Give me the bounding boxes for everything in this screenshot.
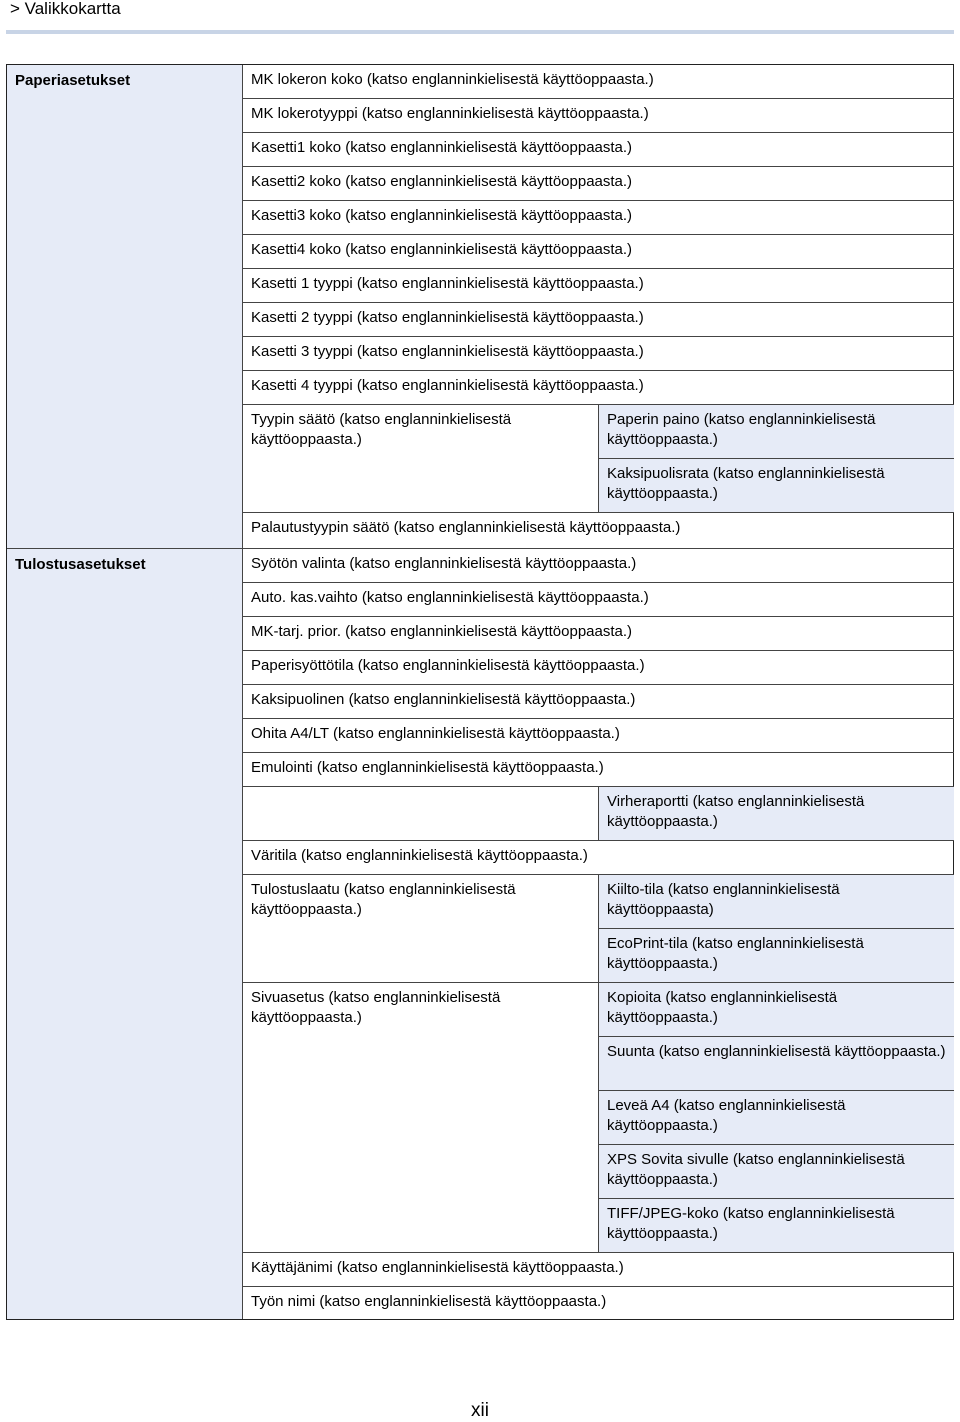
menu-map-table — [6, 64, 954, 1320]
menu-item-label: Tyypin säätö (katso englanninkielisestä käyttöoppaasta.) — [251, 411, 512, 448]
submenu-item: Kopioita (katso englanninkielisestä käyttöoppaasta.) — [598, 983, 954, 1037]
page-number: xii — [471, 1400, 489, 1421]
menu-item-type-adjust — [243, 405, 954, 513]
menu-item: Emulointi (katso englanninkielisestä käyttöoppaasta.) — [243, 753, 954, 787]
submenu-item: Leveä A4 (katso englanninkielisestä käyttöoppaasta.) — [598, 1091, 954, 1145]
submenu-item: TIFF/JPEG-koko (katso englanninkielisestä käyttöoppaasta.) — [598, 1199, 954, 1252]
menu-item: Paperisyöttötila (katso englanninkielisestä käyttöoppaasta.) — [243, 651, 954, 685]
menu-item: Kasetti 4 tyyppi (katso englanninkielisestä käyttöoppaasta.) — [243, 371, 954, 405]
menu-item-print-quality — [243, 875, 954, 983]
submenu-item: Kiilto-tila (katso englanninkielisestä käyttöoppaasta) — [598, 875, 954, 929]
menu-item-page-setup — [243, 983, 954, 1253]
menu-item: Kasetti2 koko (katso englanninkielisestä käyttöoppaasta.) — [243, 167, 954, 201]
submenu-item: Suunta (katso englanninkielisestä käyttöoppaasta.) — [598, 1037, 954, 1091]
menu-item: Kasetti 2 tyyppi (katso englanninkielisestä käyttöoppaasta.) — [243, 303, 954, 337]
menu-item: Auto. kas.vaihto (katso englanninkielisestä käyttöoppaasta.) — [243, 583, 954, 617]
menu-item: Kasetti 1 tyyppi (katso englanninkielisestä käyttöoppaasta.) — [243, 269, 954, 303]
menu-item: Kasetti4 koko (katso englanninkielisestä käyttöoppaasta.) — [243, 235, 954, 269]
menu-item: MK lokeron koko (katso englanninkielisestä käyttöoppaasta.) — [243, 65, 954, 99]
menu-item: MK-tarj. prior. (katso englanninkielisestä käyttöoppaasta.) — [243, 617, 954, 651]
menu-item: Työn nimi (katso englanninkielisestä käyttöoppaasta.) — [251, 1293, 607, 1310]
menu-item: Kasetti1 koko (katso englanninkielisestä käyttöoppaasta.) — [243, 133, 954, 167]
menu-item: Kaksipuolinen (katso englanninkielisestä käyttöoppaasta.) — [243, 685, 954, 719]
submenu-item: Paperin paino (katso englanninkielisestä käyttöoppaasta.) — [598, 405, 954, 459]
menu-item: Kasetti3 koko (katso englanninkielisestä käyttöoppaasta.) — [243, 201, 954, 235]
submenu-item: Kaksipuolisrata (katso englanninkielisestä käyttöoppaasta.) — [598, 459, 954, 512]
category-paper-settings: Paperiasetukset — [7, 65, 243, 549]
menu-item-label: Tulostuslaatu (katso englanninkielisestä käyttöoppaasta.) — [251, 881, 516, 918]
breadcrumb: > Valikkokartta — [10, 0, 121, 18]
submenu-item: XPS Sovita sivulle (katso englanninkielisestä käyttöoppaasta.) — [598, 1145, 954, 1199]
menu-item: Käyttäjänimi (katso englanninkielisestä käyttöoppaasta.) — [243, 1253, 954, 1287]
menu-item: MK lokerotyyppi (katso englanninkielisestä käyttöoppaasta.) — [243, 99, 954, 133]
menu-item: Palautustyypin säätö (katso englanninkielisestä käyttöoppaasta.) — [243, 513, 954, 549]
header-divider — [6, 30, 954, 34]
menu-item: Väritila (katso englanninkielisestä käyttöoppaasta.) — [243, 841, 954, 875]
submenu-item: Virheraportti (katso englanninkielisestä käyttöoppaasta.) — [598, 787, 954, 840]
menu-item-label: Sivuasetus (katso englanninkielisestä käyttöoppaasta.) — [251, 989, 501, 1026]
category-print-settings: Tulostusasetukset — [7, 549, 243, 1319]
menu-item: Ohita A4/LT (katso englanninkielisestä käyttöoppaasta.) — [243, 719, 954, 753]
emulation-subgroup — [243, 787, 954, 841]
menu-item: Kasetti 3 tyyppi (katso englanninkielisestä käyttöoppaasta.) — [243, 337, 954, 371]
submenu-item: EcoPrint-tila (katso englanninkielisestä käyttöoppaasta.) — [598, 929, 954, 982]
menu-item: Syötön valinta (katso englanninkielisestä käyttöoppaasta.) — [243, 549, 954, 583]
